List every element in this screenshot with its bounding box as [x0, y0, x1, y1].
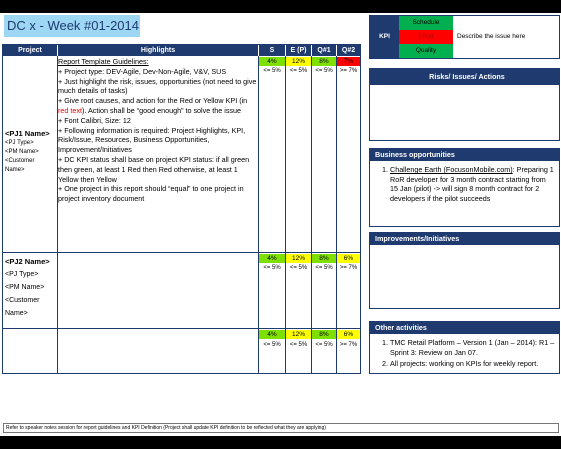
red-text-note: red text — [58, 105, 82, 115]
business-panel — [369, 148, 560, 227]
guideline-text: ). Action shall be “good enough” to solve the issue — [81, 105, 242, 115]
guideline-item: + Project type: DEV-Agile, Dev-Non-Agile, V&V, SUS — [58, 66, 227, 76]
pj1-kpi-ep: 12% — [286, 57, 311, 66]
guideline-item: + One project in this report should “equal” to one project in project inventory document — [58, 184, 244, 204]
other-panel-title: Other activities — [370, 322, 559, 334]
kpi-legend — [369, 15, 560, 59]
pj3-kpi-q2: 6% — [337, 330, 360, 339]
kpi-description: Describe the issue here — [457, 33, 526, 40]
pj3-kpi-ep: 12% — [286, 330, 311, 339]
col-header-s: S — [259, 45, 286, 56]
pj3-kpi-s: 4% — [259, 330, 285, 339]
challenge-earth-link[interactable]: Challenge Earth (FocusonMobile.com) — [390, 165, 513, 174]
col-header-q1: Q#1 — [312, 45, 337, 56]
pj1-highlights — [58, 57, 259, 204]
list-item — [390, 165, 555, 203]
other-list — [390, 338, 555, 369]
pj2-customer: <Customer Name> — [5, 297, 40, 317]
pj1-threshold-q1: <= 5% — [315, 68, 333, 74]
pj2-pm: <PM Name> — [5, 284, 45, 291]
pj1-name: <PJ1 Name> — [5, 129, 50, 138]
pj1-kpi-q1: 8% — [312, 57, 336, 66]
col-header-highlights: Highlights — [58, 45, 259, 56]
pj2-kpi-s: 4% — [259, 254, 285, 263]
pj2-threshold-s: <= 5% — [263, 265, 281, 271]
guideline-item: + Font Calibri, Size: 12 — [58, 115, 131, 125]
pj1-info — [5, 129, 50, 175]
page-title: DC x - Week #01-2014 — [4, 15, 140, 37]
pj2-kpi-ep: 12% — [286, 254, 311, 263]
grid-line — [285, 56, 286, 373]
pj1-kpi-s: 4% — [259, 57, 285, 66]
grid-line — [311, 56, 312, 373]
pj3-threshold-q2: >= 7% — [339, 342, 358, 348]
top-black-bar — [0, 0, 561, 13]
risks-panel — [369, 68, 560, 141]
pj2-info — [5, 255, 50, 320]
col-header-q2: Q#2 — [337, 45, 360, 56]
grid-line — [3, 328, 360, 329]
grid-line — [336, 56, 337, 373]
pj2-threshold-q1: <= 5% — [315, 265, 333, 271]
risks-panel-title: Risks/ Issues/ Actions — [370, 69, 559, 85]
business-panel-title: Business opportunities — [370, 149, 559, 161]
pj3-threshold-ep: <= 5% — [289, 342, 308, 348]
guideline-item: + Just highlight the risk, issues, opportunities (not need to give much details of tasks) — [58, 76, 257, 96]
list-item: 2. All projects: working on KPIs for weekly report. — [390, 359, 555, 369]
pj2-kpi-q2: 6% — [337, 254, 360, 263]
bottom-black-bar — [0, 436, 561, 449]
col-header-project: Project — [3, 45, 58, 56]
pj1-type: <PJ Type> — [5, 140, 34, 146]
guideline-item: + Following information is required: Project Highlights, KPI, Risk/Issue, Resources, Business Opportunities, Improvement/Initiatives — [58, 125, 246, 155]
pj2-name: <PJ2 Name> — [5, 257, 50, 266]
guidelines-title: Report Template Guidelines: — [58, 57, 149, 66]
col-header-ep: E (P) — [286, 45, 312, 56]
pj3-threshold-q1: <= 5% — [315, 342, 333, 348]
list-item: 1. TMC Retail Platform – Version 1 (Jan – 2014): R1 – Sprint 3: Review on Jan 07. — [390, 338, 555, 357]
pj3-threshold-s: <= 5% — [263, 342, 281, 348]
guideline-text: + Give root causes, and action for the Red or Yellow KPI (in — [58, 96, 248, 106]
list-item-text: : Preparing 1 RoR developer for 3 month contract starting from 15 Jan (pilot) -> will sign 8 month contract for 2 developers if the pilot succeeds — [390, 165, 554, 203]
guideline-item: + DC KPI status shall base on project KPI status: if all green then green, at least 1 Red then Red otherwise, at least 1 Yellow then Yellow — [58, 154, 250, 184]
pj1-threshold-ep: <= 5% — [289, 68, 308, 74]
pj2-type: <PJ Type> — [5, 271, 39, 278]
pj1-customer: <Customer Name> — [5, 158, 35, 173]
grid-line — [3, 252, 360, 253]
pj1-pm: <PM Name> — [5, 149, 39, 155]
business-list — [390, 165, 555, 203]
kpi-schedule: Schedule — [399, 16, 453, 30]
pj2-kpi-q1: 8% — [312, 254, 336, 263]
other-panel — [369, 321, 560, 374]
pj1-threshold-q2: >= 7% — [339, 68, 358, 74]
improvements-panel-title: Improvements/Initiatives — [370, 233, 559, 245]
kpi-quality: Quality — [399, 44, 453, 58]
improvements-panel — [369, 232, 560, 309]
pj1-kpi-q2: 7% — [337, 57, 360, 66]
pj2-threshold-q2: >= 7% — [339, 265, 358, 271]
guideline-item — [58, 96, 259, 116]
footnote: Refer to speaker notes session for report guidelines and KPI Definition (Project shall update KPI definition to be reflected what they are applying) — [3, 423, 559, 433]
kpi-label: KPI — [370, 16, 399, 58]
project-table — [2, 44, 361, 374]
pj1-threshold-s: <= 5% — [263, 68, 281, 74]
kpi-effort: Effort — [399, 30, 453, 44]
pj3-kpi-q1: 8% — [312, 330, 336, 339]
pj2-threshold-ep: <= 5% — [289, 265, 308, 271]
